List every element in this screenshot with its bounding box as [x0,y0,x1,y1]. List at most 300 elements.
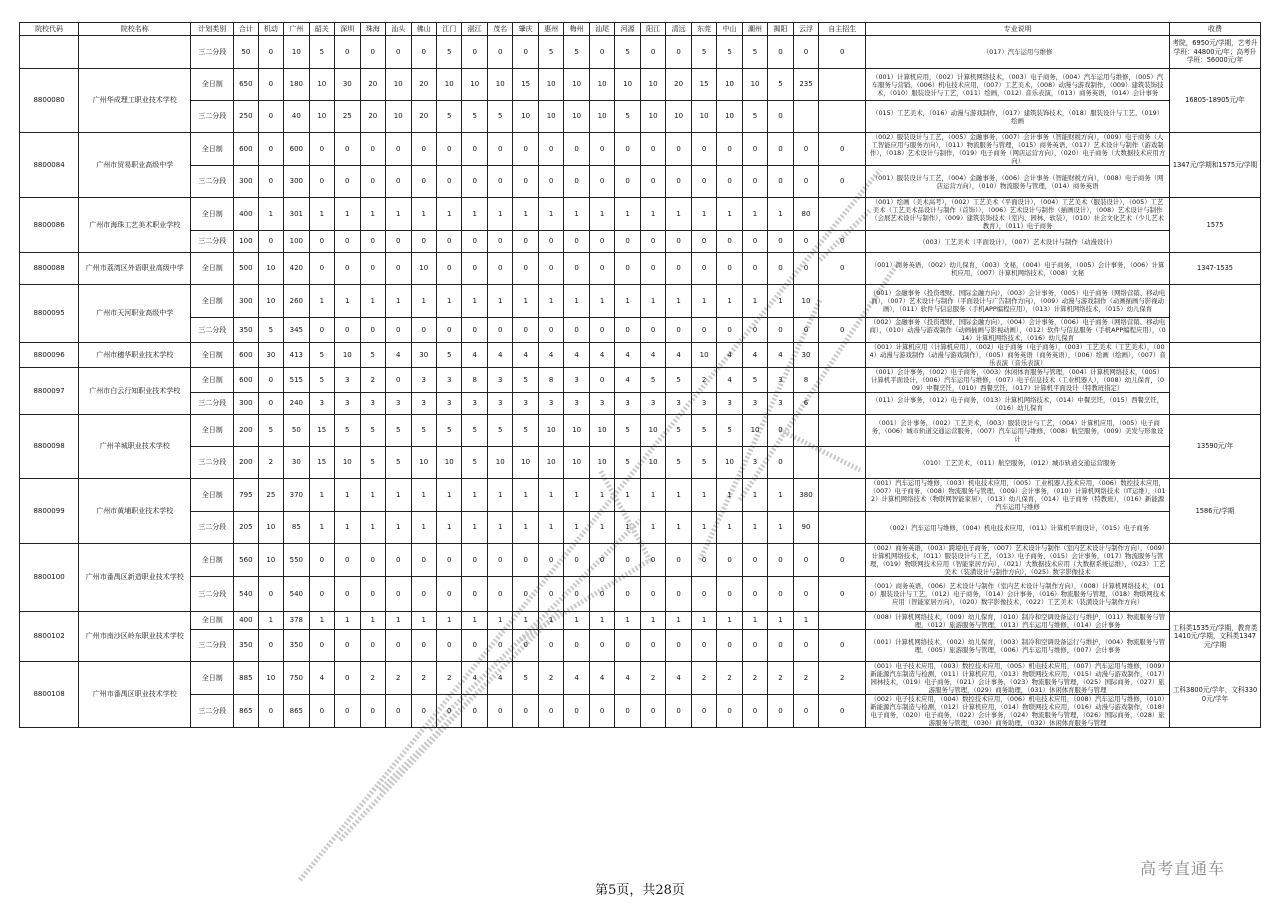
quota-cell: 0 [768,447,793,479]
quota-cell: 0 [309,630,334,662]
quota-cell: 750 [284,662,309,695]
quota-cell: 0 [742,231,767,253]
quota-cell: 0 [462,577,487,612]
quota-cell: 4 [717,343,742,368]
quota-cell: 0 [538,133,563,166]
quota-cell: 10 [564,69,589,101]
major-description-cell: （008）计算机网络技术，（009）幼儿保育，（010）制冷和空调设备运行与维护，（011）物流服务与管理，（012）旅游服务与管理，（013）汽车运用与维修，（014）会计事务 [866,612,1170,630]
plan-type-cell: 全日制 [191,198,234,231]
quota-cell: 5 [742,101,767,133]
quota-cell: 10 [640,415,665,447]
quota-cell: 5 [640,368,665,393]
quota-cell: 0 [335,133,360,166]
quota-cell: 1 [335,285,360,318]
table-row [20,101,1261,133]
quota-cell: 1 [640,512,665,544]
major-description-cell: （001）电子技术应用，（003）数控技术应用，（005）机电技术应用，（007）汽车运用与维修，（009）新能源汽车制造与检测，（011）计算机应用，（013）物联网技术应用，（015）动漫与游戏制作，（017）园林技术，（019）电子商务，（021）会计事务，（023）物流服务与管理，（025）国际商务，（027）旅游服务与管理，（029）商务助理，（031）休闲体育服务与管理 [866,662,1170,695]
quota-cell: 25 [335,101,360,133]
quota-cell: 0 [640,231,665,253]
quota-cell: 2 [691,368,716,393]
quota-cell: 1 [640,285,665,318]
quota-cell: 0 [258,630,283,662]
quota-cell: 2 [819,662,866,695]
quota-cell: 20 [666,69,691,101]
quota-cell: 1 [640,198,665,231]
quota-cell: 3 [411,368,436,393]
quota-cell: 10 [436,447,461,479]
quota-cell: 0 [436,166,461,198]
quota-cell: 0 [768,166,793,198]
column-header: 机动 [258,23,283,36]
quota-cell: 0 [819,695,866,728]
school-name-cell: 广州市贸易职业高级中学 [79,133,191,198]
quota-cell: 10 [258,253,283,285]
quota-cell: 4 [513,343,538,368]
quota-cell: 10 [513,101,538,133]
quota-cell: 10 [615,69,640,101]
quota-cell: 0 [386,253,411,285]
quota-cell: 1 [589,198,614,231]
quota-cell: 10 [436,69,461,101]
quota-cell: 0 [309,253,334,285]
quota-cell: 0 [819,133,866,166]
quota-cell: 8 [538,368,563,393]
column-header: 广州 [284,23,309,36]
quota-cell: 0 [768,695,793,728]
plan-type-cell: 全日制 [191,479,234,512]
quota-cell: 10 [538,69,563,101]
quota-cell: 1 [462,285,487,318]
quota-cell: 600 [284,133,309,166]
major-description-cell: （002）电子技术应用，（004）数控技术应用，（006）机电技术应用，（008）汽车运用与维修，（010）新能源汽车制造与检测，（012）计算机应用，（014）物联网技术应用，（016）动漫与游戏制作，（018）电子商务，（020）电子商务，（022）会计事务，（024）物流服务与管理，（026）国际商务，（028）旅游服务与管理，（030）商务助理，（032）休闲体育服务与管理 [866,695,1170,728]
quota-cell: 3 [615,393,640,415]
quota-cell: 0 [666,544,691,577]
quota-cell: 0 [768,544,793,577]
quota-cell: 1 [742,612,767,630]
column-header: 珠海 [360,23,385,36]
quota-cell: 0 [640,166,665,198]
quota-cell: 0 [538,253,563,285]
column-header: 自主招生 [819,23,866,36]
quota-cell: 0 [436,544,461,577]
quota-cell: 10 [640,447,665,479]
quota-cell [819,612,866,630]
school-name-cell: 广州羊城职业技术学校 [79,415,191,479]
column-header: 阳江 [640,23,665,36]
quota-cell: 0 [436,695,461,728]
quota-cell: 0 [768,133,793,166]
quota-cell: 0 [615,231,640,253]
quota-cell: 10 [258,512,283,544]
column-header: 肇庆 [513,23,538,36]
quota-cell: 0 [564,695,589,728]
school-code-cell: 8800098 [20,415,79,479]
column-header: 揭阳 [768,23,793,36]
watermark-text: 高考直通车 [1140,859,1226,878]
quota-cell: 0 [640,695,665,728]
quota-cell: 0 [742,253,767,285]
quota-cell [819,101,866,133]
plan-type-cell: 全日制 [191,612,234,630]
major-description-cell: （002）金融事务（投资理财、国际金融方向），（004）会计事务，（006）电子商务（网络营销、移动电商），（010）动漫与游戏制作（动画插画与影视动画），（012）软件与信息服务（手机APP编程应用），（014）计算机网络技术，（016）幼儿保育 [866,318,1170,343]
quota-cell: 0 [819,544,866,577]
quota-cell: 1 [564,285,589,318]
quota-cell: 1 [742,512,767,544]
quota-cell: 0 [462,695,487,728]
quota-cell: 0 [793,36,818,69]
quota-cell: 3 [589,393,614,415]
admission-plan-table [19,22,1261,728]
quota-cell: 10 [589,415,614,447]
quota-cell [819,198,866,231]
quota-cell: 1 [386,285,411,318]
quota-cell [819,512,866,544]
quota-cell: 5 [360,343,385,368]
quota-cell: 260 [284,285,309,318]
quota-cell: 0 [615,544,640,577]
quota-cell: 1 [309,479,334,512]
page-footer: 第5页，共28页 [595,883,685,898]
column-header: 计划类别 [191,23,234,36]
quota-cell: 300 [284,166,309,198]
quota-cell: 1 [487,479,512,512]
quota-cell: 5 [666,368,691,393]
quota-cell: 0 [640,36,665,69]
quota-cell: 4 [487,662,512,695]
quota-cell: 235 [793,69,818,101]
quota-cell: 1 [768,285,793,318]
quota-cell: 300 [234,285,258,318]
quota-cell: 10 [258,285,283,318]
quota-cell: 4 [462,662,487,695]
quota-cell: 0 [666,577,691,612]
table-row [20,612,1261,630]
quota-cell: 3 [564,393,589,415]
quota-cell: 1 [258,612,283,630]
quota-cell: 0 [487,695,512,728]
school-name-cell: 广州市白云行知职业技术学校 [79,368,191,415]
quota-cell: 0 [258,393,283,415]
school-name-cell: 广州市天河职业高级中学 [79,285,191,343]
quota-cell: 10 [411,447,436,479]
quota-cell: 1 [717,285,742,318]
quota-cell: 0 [436,318,461,343]
quota-cell: 0 [819,253,866,285]
quota-cell: 1 [742,479,767,512]
quota-cell: 0 [589,318,614,343]
quota-cell: 0 [640,544,665,577]
quota-cell: 3 [717,393,742,415]
quota-cell: 0 [360,36,385,69]
quota-cell: 345 [284,318,309,343]
major-description-cell: （001）绘画（美术高考），（002）工艺美术（平面设计），（004）工艺美术（服装设计），（005）工艺美术（工艺美术品设计与制作（首饰）），（006）艺术设计与制作（插画设计），（008）艺术设计与制作（会展艺术设计与制作），（009）建筑装饰技术（室内、园林、软装），（010）社会文化艺术（少儿艺术教育），（011）电子商务 [866,198,1170,231]
major-description-cell: （001）会计事务，（002）工艺美术，（003）服装设计与工艺，（004）计算机应用，（005）电子商务，（006）城市轨道交通运营服务，（007）汽车运用与维修，（008）航空服务，（009）美发与形象设计 [866,415,1170,447]
quota-cell: 4 [666,662,691,695]
quota-cell: 1 [768,612,793,630]
quota-cell: 1 [640,479,665,512]
school-name-cell: 广州市荔湾区外语职业高级中学 [79,253,191,285]
quota-cell: 0 [819,318,866,343]
quota-cell: 1 [691,612,716,630]
quota-cell: 5 [717,36,742,69]
quota-cell: 10 [335,447,360,479]
quota-cell: 5 [335,415,360,447]
quota-cell: 0 [335,577,360,612]
quota-cell: 0 [258,368,283,393]
quota-cell: 30 [793,343,818,368]
quota-cell: 3 [768,368,793,393]
quota-cell: 0 [386,36,411,69]
quota-cell: 0 [309,166,334,198]
quota-cell: 1 [360,612,385,630]
quota-cell: 1 [538,285,563,318]
quota-cell: 0 [793,630,818,662]
quota-cell: 1 [487,512,512,544]
plan-type-cell: 全日制 [191,69,234,101]
quota-cell: 2 [742,662,767,695]
quota-cell: 10 [564,447,589,479]
quota-cell: 0 [513,318,538,343]
quota-cell: 2 [436,662,461,695]
school-code-cell: 8800102 [20,612,79,662]
quota-cell: 4 [742,343,767,368]
quota-cell: 0 [538,231,563,253]
column-header: 收费 [1170,23,1261,36]
quota-cell: 0 [819,577,866,612]
quota-cell: 5 [717,415,742,447]
quota-cell: 500 [234,253,258,285]
school-name-cell: 广州市番禺区职业技术学校 [79,662,191,728]
quota-cell: 1 [436,512,461,544]
quota-cell: 0 [360,695,385,728]
quota-cell: 20 [411,69,436,101]
quota-cell: 378 [284,612,309,630]
school-code-cell: 8800095 [20,285,79,343]
quota-cell: 0 [360,231,385,253]
quota-cell: 3 [666,393,691,415]
quota-cell: 0 [793,318,818,343]
quota-cell: 10 [589,101,614,133]
quota-cell: 1 [335,512,360,544]
quota-cell: 0 [513,253,538,285]
quota-cell: 1 [538,612,563,630]
quota-cell: 0 [360,133,385,166]
quota-cell: 0 [691,577,716,612]
table-row [20,415,1261,447]
quota-cell: 0 [360,630,385,662]
fee-cell: 16805-18905元/年 [1170,69,1261,133]
quota-cell: 5 [309,36,334,69]
quota-cell: 0 [462,36,487,69]
quota-cell: 90 [793,512,818,544]
quota-cell: 10 [589,447,614,479]
quota-cell: 0 [717,544,742,577]
quota-cell: 0 [640,133,665,166]
table-row [20,36,1261,69]
quota-cell: 0 [335,253,360,285]
quota-cell: 10 [487,447,512,479]
quota-cell: 540 [234,577,258,612]
quota-cell: 4 [717,368,742,393]
quota-cell: 0 [487,253,512,285]
school-name-cell: 广州华成理工职业技术学校 [79,69,191,133]
quota-cell: 4 [589,343,614,368]
quota-cell [819,285,866,318]
quota-cell: 3 [360,393,385,415]
quota-cell: 0 [564,318,589,343]
table-row [20,695,1261,728]
major-description-cell: （001）商务英语，（002）幼儿保育，（003）文秘，（004）电子商务，（005）会计事务，（006）计算机应用，（007）计算机网络技术，（008）文秘 [866,253,1170,285]
quota-cell: 0 [589,577,614,612]
quota-cell: 0 [513,577,538,612]
quota-cell: 0 [436,231,461,253]
plan-type-cell: 全日制 [191,415,234,447]
quota-cell: 10 [742,69,767,101]
major-description-cell: （001）服装设计与工艺，（004）金融事务，（006）会计事务（智能财税方向），（008）电子商务（网店运营方向），（010）物流服务与管理，（014）商务英语 [866,166,1170,198]
quota-cell: 0 [411,166,436,198]
quota-cell: 0 [487,544,512,577]
quota-cell: 650 [234,69,258,101]
table-row [20,512,1261,544]
quota-cell: 4 [309,662,334,695]
quota-cell: 0 [768,231,793,253]
quota-cell: 0 [386,166,411,198]
quota-cell: 5 [462,447,487,479]
quota-cell: 0 [615,318,640,343]
quota-cell: 0 [717,318,742,343]
quota-cell: 5 [742,36,767,69]
quota-cell: 0 [258,133,283,166]
quota-cell: 4 [615,662,640,695]
quota-cell: 1 [564,198,589,231]
quota-cell: 5 [436,36,461,69]
quota-cell: 10 [258,662,283,695]
quota-cell: 10 [411,253,436,285]
quota-cell: 4 [640,343,665,368]
quota-cell: 0 [538,577,563,612]
quota-cell: 0 [742,695,767,728]
quota-cell: 5 [691,447,716,479]
column-header: 佛山 [411,23,436,36]
quota-cell: 5 [615,36,640,69]
quota-cell: 1 [666,479,691,512]
column-header: 汕尾 [589,23,614,36]
quota-cell: 3 [436,393,461,415]
quota-cell: 0 [589,368,614,393]
quota-cell: 1 [564,512,589,544]
quota-cell: 0 [819,630,866,662]
quota-cell: 0 [538,166,563,198]
quota-cell: 0 [335,36,360,69]
table-row [20,630,1261,662]
school-name-cell: 广州市番禺区新造职业技术学校 [79,544,191,612]
quota-cell: 2 [793,662,818,695]
quota-cell: 10 [513,447,538,479]
column-header: 清远 [666,23,691,36]
quota-cell: 10 [538,447,563,479]
quota-cell: 10 [793,285,818,318]
quota-cell: 5 [513,415,538,447]
quota-cell: 8 [793,368,818,393]
quota-cell: 1 [717,612,742,630]
quota-cell: 1 [717,512,742,544]
quota-cell: 3 [436,368,461,393]
quota-cell: 0 [589,166,614,198]
quota-cell: 30 [284,447,309,479]
quota-cell: 1 [487,198,512,231]
quota-cell: 10 [487,69,512,101]
quota-cell: 10 [666,101,691,133]
quota-cell: 200 [234,447,258,479]
quota-cell: 10 [640,101,665,133]
quota-cell: 1 [335,479,360,512]
quota-cell: 0 [462,544,487,577]
quota-cell: 5 [691,415,716,447]
fee-cell: 1575 [1170,198,1261,253]
column-header: 东莞 [691,23,716,36]
quota-cell: 10 [309,101,334,133]
quota-cell: 0 [335,544,360,577]
quota-cell: 0 [717,133,742,166]
fee-cell [1170,285,1261,343]
quota-cell: 0 [513,36,538,69]
quota-cell: 0 [615,630,640,662]
quota-cell: 4 [386,343,411,368]
quota-cell: 0 [436,577,461,612]
quota-cell: 0 [819,231,866,253]
fee-cell: 1347元/学期和1575元/学期 [1170,133,1261,198]
quota-cell: 350 [284,630,309,662]
school-code-cell: 8800108 [20,662,79,728]
table-row [20,577,1261,612]
quota-cell: 0 [436,253,461,285]
quota-cell: 0 [615,577,640,612]
quota-cell: 5 [386,415,411,447]
column-header: 潮州 [742,23,767,36]
plan-type-cell: 三二分段 [191,318,234,343]
quota-cell: 1 [309,512,334,544]
quota-cell: 10 [284,36,309,69]
plan-type-cell: 全日制 [191,133,234,166]
table-row [20,393,1261,415]
quota-cell: 0 [411,133,436,166]
quota-cell: 15 [691,69,716,101]
quota-cell: 1 [309,198,334,231]
quota-cell: 0 [411,231,436,253]
quota-cell: 560 [234,544,258,577]
quota-cell: 10 [335,343,360,368]
school-name-cell [79,36,191,69]
quota-cell: 0 [640,318,665,343]
quota-cell: 0 [564,231,589,253]
table-row [20,479,1261,512]
quota-cell: 0 [487,166,512,198]
quota-cell: 300 [234,393,258,415]
quota-cell: 10 [462,69,487,101]
quota-cell: 0 [513,166,538,198]
quota-cell: 5 [487,415,512,447]
quota-cell: 1 [436,612,461,630]
quota-cell: 0 [691,231,716,253]
quota-cell: 0 [513,231,538,253]
school-code-cell: 8800080 [20,69,79,133]
quota-cell: 1 [793,612,818,630]
quota-cell: 10 [258,544,283,577]
quota-cell: 1 [360,198,385,231]
quota-cell: 0 [309,695,334,728]
major-description-cell: （001）商务英语，（006）艺术设计与制作（室内艺术设计与制作方向），（008）计算机网络技术，（010）服装设计与工艺，（012）电子商务，（014）会计事务，（016）物流服务与管理，（018）物联网技术应用（智能家居方向），（020）数字影像技术，（022）工艺美术（装潢设计与制作方向） [866,577,1170,612]
quota-cell: 0 [462,133,487,166]
